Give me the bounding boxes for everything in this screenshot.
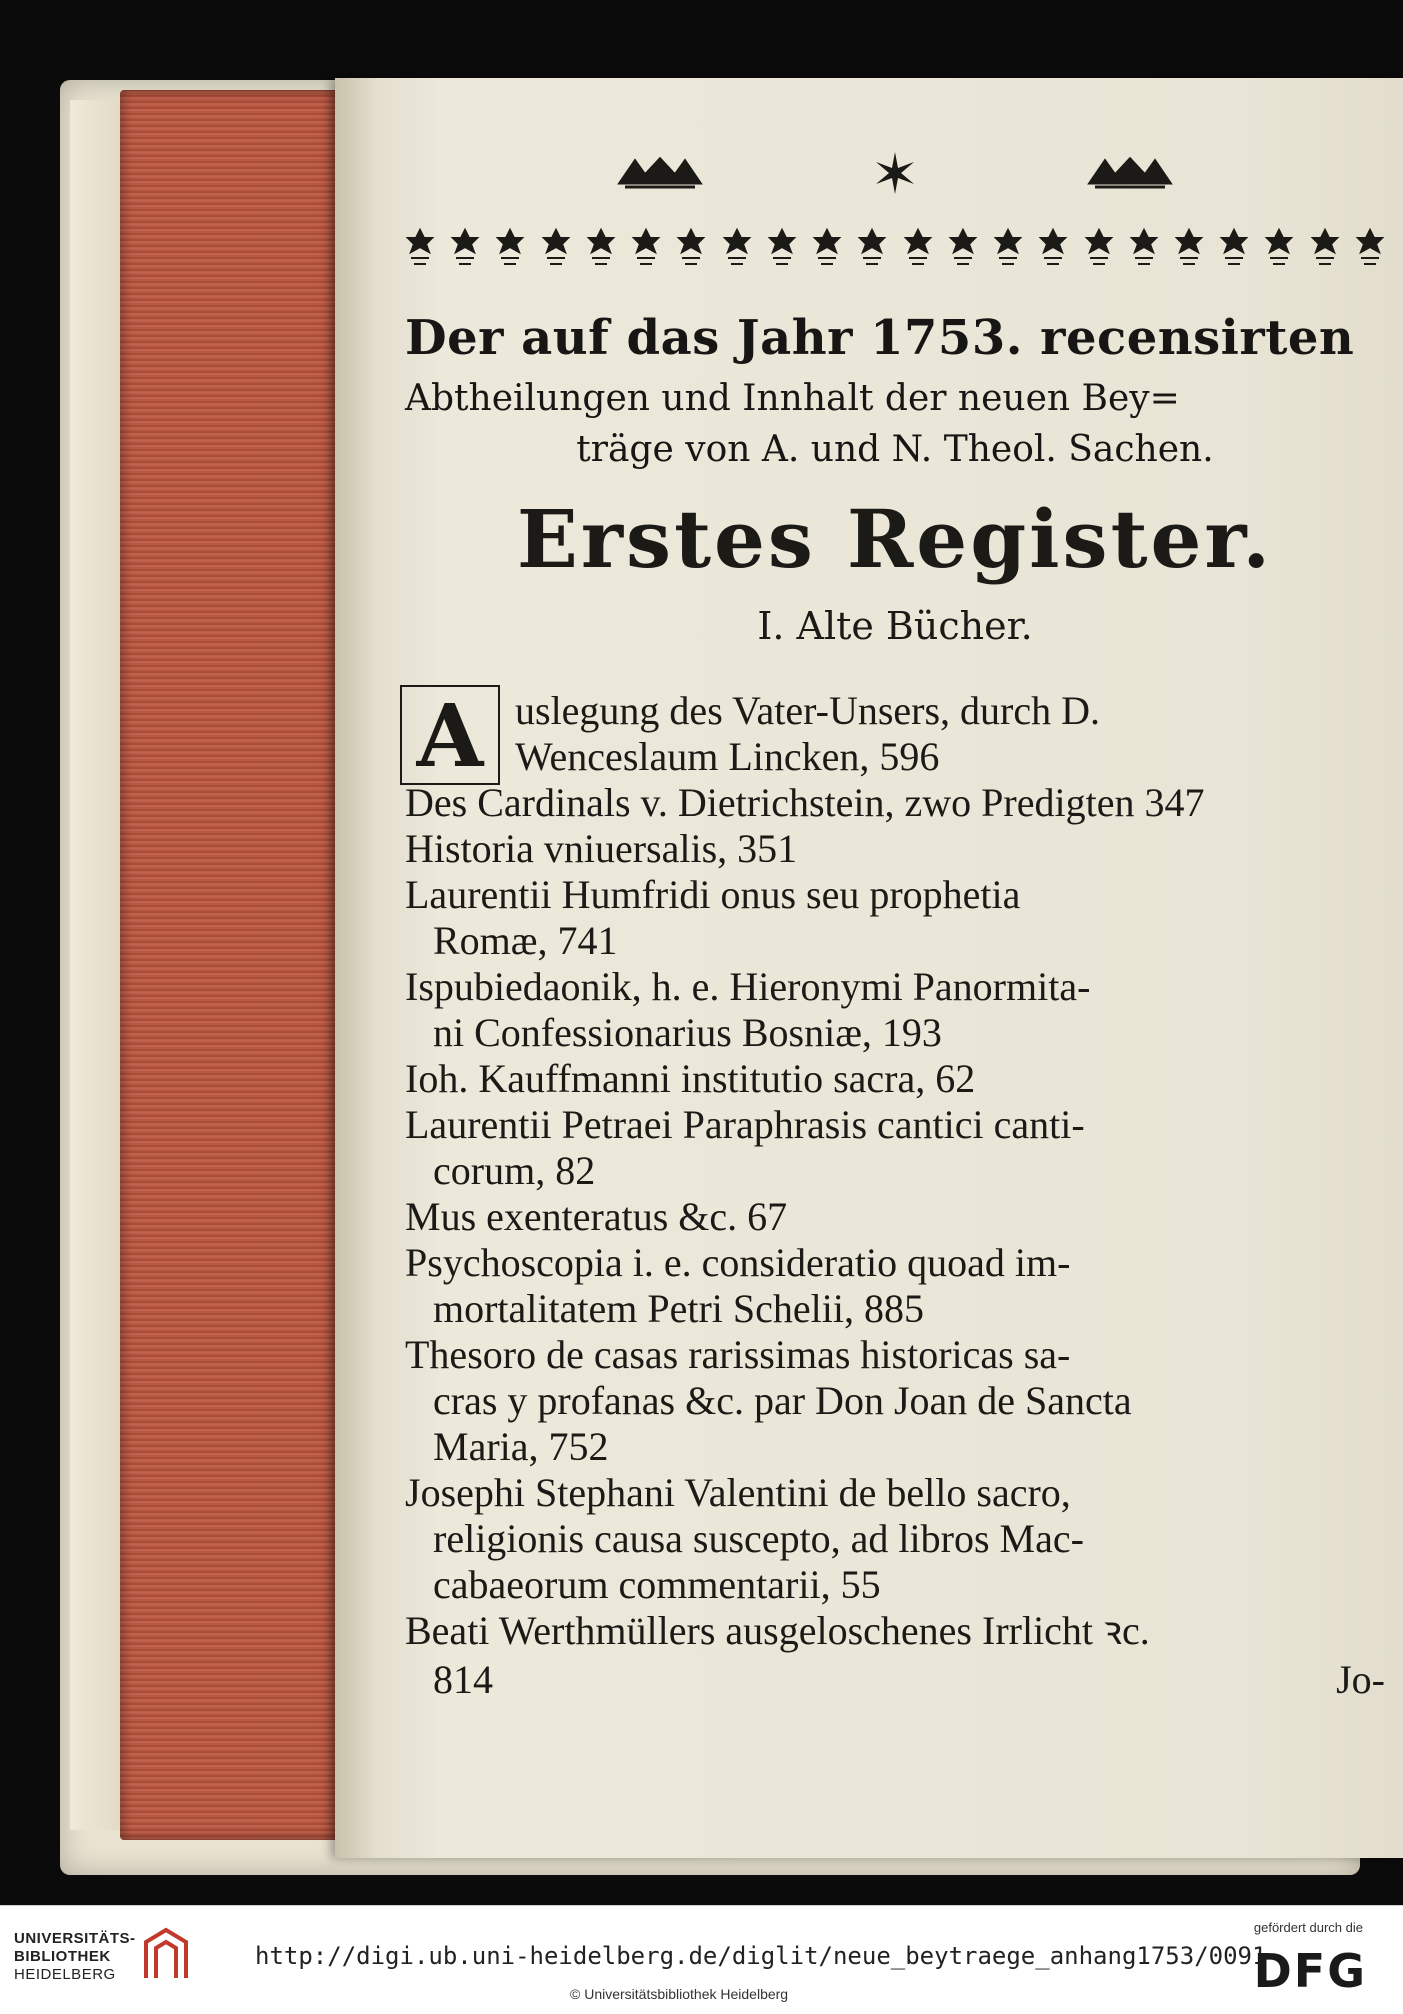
entry-line: Des Cardinals v. Dietrichstein, zwo Predigten 347 [405,780,1205,825]
library-name-line: HEIDELBERG [14,1966,116,1983]
entry-line: cras y profanas &c. par Don Joan de Sancta [433,1378,1132,1423]
head-ornament [615,138,1175,208]
border-motif-icon [1038,226,1068,270]
entry-line: mortalitatem Petri Schelii, 885 [433,1286,925,1331]
border-motif-icon [1264,226,1294,270]
entry-line: Beati Werthmüllers ausgeloschenes Irrlicht ꝛc. [405,1608,1150,1653]
library-name [14,1930,136,1984]
library-name-line: BIBLIOTHEK [14,1948,111,1965]
register-entry [405,1608,1385,1654]
entry-line: uslegung des Vater-Unsers, durch D. [515,688,1100,733]
library-name-line: UNIVERSITÄTS- [14,1930,136,1947]
border-motif-icon [1219,226,1249,270]
border-motif-icon [405,226,435,270]
border-motif-icon [676,226,706,270]
funding-label: gefördert durch die [1253,1920,1363,1935]
register-entry [405,686,1385,786]
border-motif-icon [1174,226,1204,270]
register-entry [405,872,1385,964]
entry-line: Maria, 752 [433,1424,609,1469]
register-entry [405,826,1385,872]
border-motif-icon [812,226,842,270]
entry-line: Laurentii Humfridi onus seu prophetia [405,872,1021,917]
border-motif-icon [857,226,887,270]
register-entries [405,688,1385,1703]
page-bottom-line [405,1656,1385,1703]
border-motif-icon [1310,226,1340,270]
ornament-left-icon [615,153,705,193]
entry-line: Mus exenteratus &c. 67 [405,1194,788,1239]
entry-line: Thesoro de casas rarissimas historicas sa- [405,1332,1071,1377]
copyright-notice: © Universitätsbibliothek Heidelberg [570,1986,789,2002]
register-entry [405,964,1385,1056]
red-page-edge [120,90,345,1840]
register-entry [405,1102,1385,1194]
title-line-2: Abtheilungen und Innhalt der neuen Bey= [405,378,1180,419]
border-motif-icon [1129,226,1159,270]
svg-text:A: A [416,686,484,786]
border-motif-icon [722,226,752,270]
dropcap-initial [399,684,501,786]
book-page [335,78,1403,1858]
entry-line: cabaeorum commentarii, 55 [433,1562,881,1607]
ornament-right-icon [1085,153,1175,193]
border-motif-icon [903,226,933,270]
entry-line: religionis causa suscepto, ad libros Mac- [433,1516,1084,1561]
permalink-url[interactable]: http://digi.ub.uni-heidelberg.de/diglit/neue_beytraege_anhang1753/0091 [255,1942,1267,1970]
entry-line: Historia vniuersalis, 351 [405,826,798,871]
entry-line: Ispubiedaonik, h. e. Hieronymi Panormita- [405,964,1091,1009]
border-motif-icon [495,226,525,270]
register-entry [405,1332,1385,1470]
entry-line: 814 [433,1657,493,1702]
register-entry [405,1240,1385,1332]
catchword: Jo- [1336,1657,1385,1702]
border-motif-icon [948,226,978,270]
register-entry [405,780,1385,826]
ornament-star-icon [870,148,920,198]
register-entry [405,1194,1385,1240]
register-entry [405,1470,1385,1608]
entry-line: ni Confessionarius Bosniæ, 193 [433,1010,942,1055]
viewer-footer [0,1905,1403,2014]
border-motif-icon [586,226,616,270]
page-content [405,138,1385,1703]
border-motif-icon [1084,226,1114,270]
entry-line: Psychoscopia i. e. consideratio quoad im- [405,1240,1071,1285]
entry-line: Romæ, 741 [433,918,618,963]
entry-line: Wenceslaum Lincken, 596 [515,734,940,779]
border-motif-icon [450,226,480,270]
entry-line: Laurentii Petraei Paraphrasis cantici canti- [405,1102,1085,1147]
border-motif-icon [767,226,797,270]
entry-line: Ioh. Kauffmanni institutio sacra, 62 [405,1056,976,1101]
border-motif-icon [631,226,661,270]
library-logo-icon [140,1924,192,1984]
title-line-3: träge von A. und N. Theol. Sachen. [576,429,1214,470]
register-title: Erstes Register. [516,492,1274,586]
dfg-logo: DFG [1253,1944,1367,1998]
border-motif-icon [993,226,1023,270]
title-line-1: Der auf das Jahr 1753. recensirten [405,310,1355,366]
border-motif-icon [1355,226,1385,270]
section-heading: I. Alte Bücher. [757,604,1033,648]
entry-line: Josephi Stephani Valentini de bello sacro, [405,1470,1071,1515]
ornamental-border [405,226,1385,270]
entry-line: corum, 82 [433,1148,596,1193]
border-motif-icon [541,226,571,270]
register-entry [405,1056,1385,1102]
